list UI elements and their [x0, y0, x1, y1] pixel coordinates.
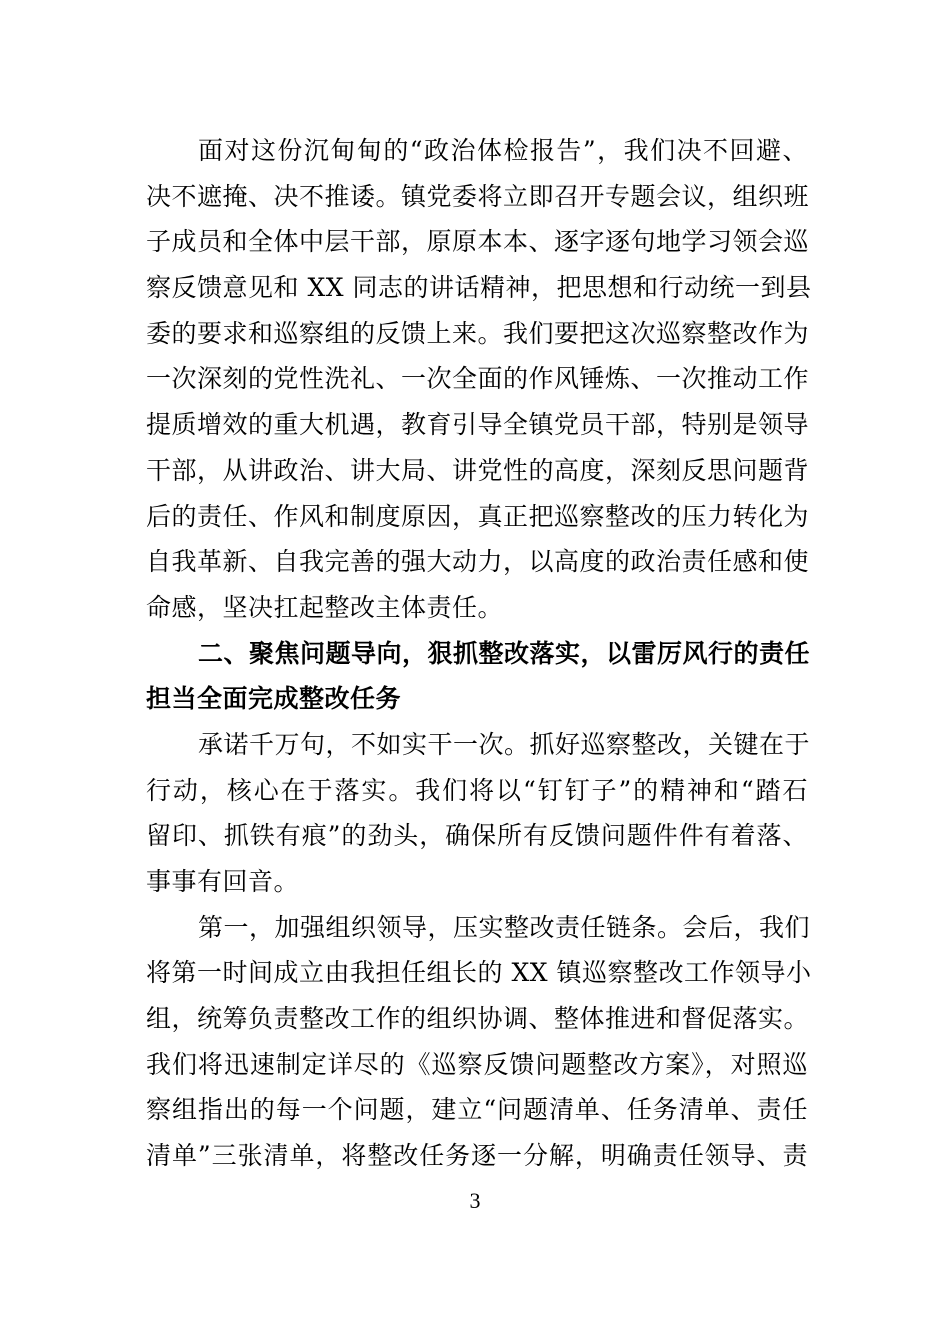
paragraph-3	[146, 905, 812, 1179]
text-line: 委的要求和巡察组的反馈上来。我们要把这次巡察整改作为	[146, 318, 810, 348]
heading-line: 担当全面完成整改任务	[146, 684, 402, 714]
section-heading-2	[146, 631, 811, 722]
heading-line: 二、聚焦问题导向，狠抓整改落实，以雷厉风行的责任	[198, 638, 811, 668]
text-line: 将第一时间成立由我担任组长的 XX 镇巡察整改工作领导小	[146, 958, 812, 988]
text-line: 命感，坚决扛起整改主体责任。	[146, 592, 504, 622]
text-line: 面对这份沉甸甸的“政治体检报告”，我们决不回避、	[198, 136, 808, 165]
paragraph-2	[146, 722, 811, 905]
text-line: 察组指出的每一个问题，建立“问题清单、任务清单、责任	[146, 1095, 808, 1125]
page-number: 3	[469, 1188, 481, 1213]
text-line: 决不遮掩、决不推诿。镇党委将立即召开专题会议，组织班	[146, 181, 810, 211]
text-line: 后的责任、作风和制度原因，真正把巡察整改的压力转化为	[146, 501, 810, 531]
text-line: 一次深刻的党性洗礼、一次全面的作风锤炼、一次推动工作	[146, 364, 810, 394]
text-line: 清单”三张清单，将整改任务逐一分解，明确责任领导、责	[146, 1141, 808, 1171]
text-line: 组，统筹负责整改工作的组织协调、整体推进和督促落实。	[146, 1004, 810, 1034]
text-line: 第一，加强组织领导，压实整改责任链条。会后，我们	[198, 912, 811, 942]
paragraph-1	[146, 128, 812, 631]
text-line: 提质增效的重大机遇，教育引导全镇党员干部，特别是领导	[146, 410, 810, 440]
document-body	[146, 128, 812, 1179]
text-line: 我们将迅速制定详尽的《巡察反馈问题整改方案》，对照巡	[146, 1049, 808, 1079]
text-line: 留印、抓铁有痕”的劲头，确保所有反馈问题件件有着落、	[146, 821, 808, 851]
text-line: 承诺千万句，不如实干一次。抓好巡察整改，关键在于	[198, 729, 811, 759]
text-line: 子成员和全体中层干部，原原本本、逐字逐句地学习领会巡	[146, 227, 810, 257]
text-line: 行动，核心在于落实。我们将以“钉钉子”的精神和“踏石	[146, 775, 808, 805]
text-line: 察反馈意见和 XX 同志的讲话精神，把思想和行动统一到县	[146, 273, 812, 303]
text-line: 自我革新、自我完善的强大动力，以高度的政治责任感和使	[146, 547, 810, 577]
text-line: 干部，从讲政治、讲大局、讲党性的高度，深刻反思问题背	[146, 455, 810, 485]
text-line: 事事有回音。	[146, 867, 300, 896]
